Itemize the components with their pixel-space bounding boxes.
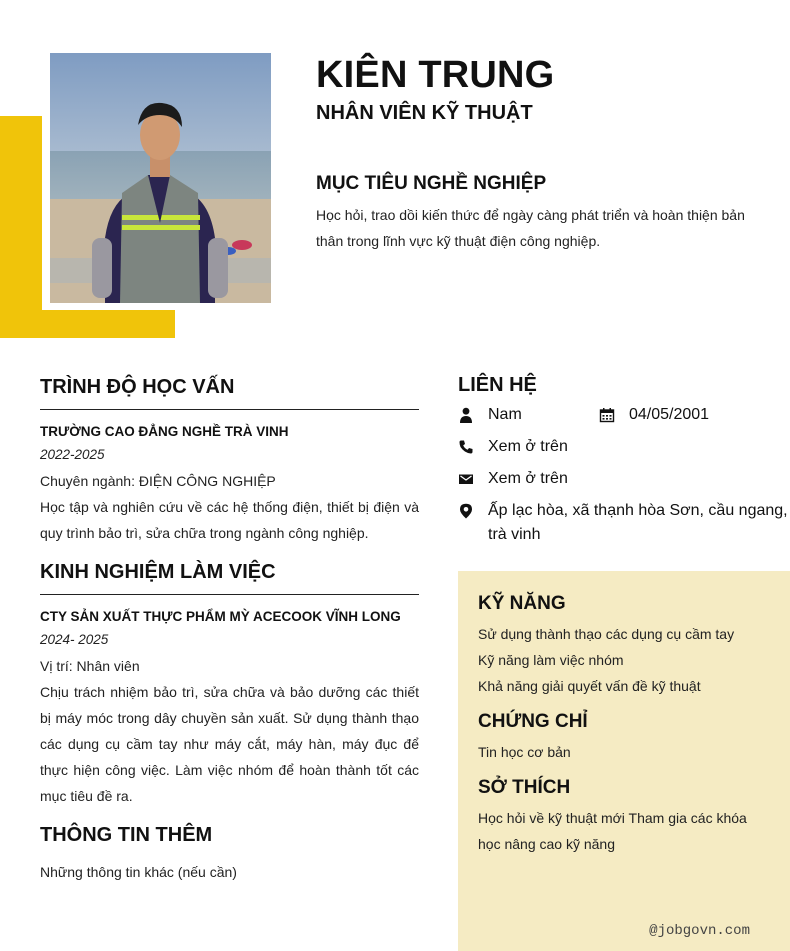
watermark: @jobgovn.com (649, 923, 750, 939)
education-description: Học tập và nghiên cứu về các hệ thống điện, thiết bị điện và quy trình bảo trì, sửa chữa trong ngành công nghiệp. (40, 499, 419, 541)
experience-title: KINH NGHIỆM LÀM VIỆC (40, 561, 276, 583)
education-period: 2022-2025 (40, 447, 105, 462)
skills-title: KỸ NĂNG (478, 593, 566, 614)
accent-block-vertical (0, 116, 42, 338)
more-info-section (40, 824, 419, 885)
company-name: CTY SẢN XUẤT THỰC PHẨM MỲ ACECOOK VĨNH LONG (40, 609, 401, 624)
mail-icon (458, 467, 474, 491)
side-panel (458, 571, 790, 951)
education-major: Chuyên ngành: ĐIỆN CÔNG NGHIỆP (40, 473, 276, 489)
more-info-title: THÔNG TIN THÊM (40, 824, 213, 846)
contact-gender-row (458, 403, 788, 427)
contact-gender: Nam (488, 406, 522, 423)
location-pin-icon (458, 499, 474, 523)
experience-description: Chịu trách nhiệm bảo trì, sửa chữa và bảo dưỡng các thiết bị máy móc trong dây chuyền sản xuất. Sử dụng thành thạo các dụng cụ cầm tay như máy cắt, máy hàn, máy đục để thực hiện công việc. Làm việc nhóm để hoàn thành tốt các mục tiêu đề ra. (40, 684, 419, 804)
hobbies-text: Học hỏi về kỹ thuật mới Tham gia các khóa học nâng cao kỹ năng (478, 810, 747, 852)
skill-item: Khả năng giải quyết vấn đề kỹ thuật (478, 678, 701, 694)
more-info-text: Những thông tin khác (nếu cần) (40, 864, 237, 880)
profile-photo-image (50, 53, 271, 303)
contact-section (458, 374, 788, 555)
contact-phone-row (458, 435, 788, 459)
hobbies-section (478, 777, 770, 857)
education-title: TRÌNH ĐỘ HỌC VẤN (40, 376, 235, 398)
hobbies-title: SỞ THÍCH (478, 777, 571, 798)
skill-item: Kỹ năng làm việc nhóm (478, 652, 624, 668)
contact-address-row (458, 499, 788, 547)
certificates-section (478, 711, 770, 765)
phone-icon (458, 435, 474, 459)
certificates-title: CHỨNG CHỈ (478, 711, 588, 732)
experience-period: 2024- 2025 (40, 632, 109, 647)
education-section (40, 376, 419, 546)
contact-phone: Xem ở trên (488, 438, 568, 455)
contact-title: LIÊN HỆ (458, 374, 537, 396)
certificate-item: Tin học cơ bản (478, 744, 571, 760)
person-icon (458, 403, 474, 427)
calendar-icon (599, 403, 615, 427)
experience-position: Vị trí: Nhân viên (40, 658, 140, 674)
contact-email: Xem ở trên (488, 470, 568, 487)
skill-item: Sử dụng thành thạo các dụng cụ cầm tay (478, 626, 735, 642)
contact-dob: 04/05/2001 (629, 406, 710, 423)
section-divider (40, 594, 419, 595)
skills-section (478, 593, 770, 699)
objective-title: MỤC TIÊU NGHỀ NGHIỆP (316, 173, 547, 194)
experience-section (40, 561, 419, 809)
school-name: TRƯỜNG CAO ĐẲNG NGHỀ TRÀ VINH (40, 424, 289, 439)
contact-address: Ấp lạc hòa, xã thạnh hòa Sơn, cầu ngang, trà vinh (488, 502, 788, 543)
candidate-name: KIÊN TRUNG (316, 54, 555, 96)
contact-email-row (458, 467, 788, 491)
objective-text: Học hỏi, trao dồi kiến thức để ngày càng phát triển và hoàn thiện bản thân trong lĩnh vực kỹ thuật điện công nghiệp. (316, 207, 745, 249)
contact-dob-group (599, 403, 709, 427)
section-divider (40, 409, 419, 410)
candidate-role: NHÂN VIÊN KỸ THUẬT (316, 102, 533, 124)
accent-block-horizontal (0, 310, 175, 338)
profile-photo (50, 53, 271, 303)
